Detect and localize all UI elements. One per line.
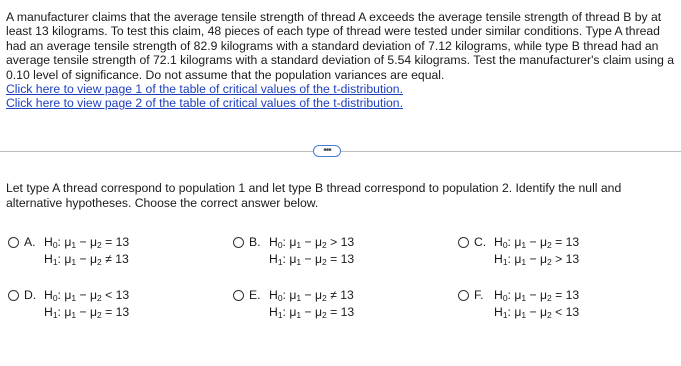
subscript: 2 [547, 310, 552, 320]
hypothesis-part: H [269, 252, 278, 266]
radio-button[interactable] [458, 237, 469, 248]
hypothesis-part: : [507, 305, 515, 319]
hypothesis-part: : [282, 252, 290, 266]
hypothesis-part: μ [539, 252, 548, 266]
option-letter: C. [474, 235, 487, 249]
hypothesis-part: : [507, 252, 515, 266]
hypothesis-part: μ [89, 235, 98, 249]
hypothesis-part: μ [289, 288, 297, 302]
subscript: 1 [521, 240, 527, 250]
subscript: 0 [277, 240, 283, 250]
subscript: 0 [277, 293, 283, 303]
hypothesis-part: μ [314, 235, 323, 249]
hypothesis-part: H [494, 235, 503, 249]
null-hypothesis [44, 288, 129, 303]
answer-option[interactable] [233, 235, 443, 271]
subscript: 2 [547, 257, 552, 267]
alternative-hypothesis [269, 252, 354, 267]
hypothesis-part: − [301, 288, 315, 302]
hypothesis-part: H [44, 235, 53, 249]
subscript: 1 [277, 310, 283, 320]
hypothesis-part: μ [314, 305, 323, 319]
hypothesis-part: − [526, 288, 540, 302]
hypothesis-part: < 13 [551, 305, 580, 319]
subscript: 0 [502, 240, 508, 250]
hypothesis-part: μ [89, 288, 98, 302]
subscript: 1 [502, 310, 508, 320]
hypothesis-part: : [57, 305, 65, 319]
t-table-page-2-link[interactable]: Click here to view page 2 of the table of critical values of the t-distribution. [6, 96, 403, 111]
subscript: 2 [97, 257, 102, 267]
hypothesis-part: − [526, 305, 540, 319]
subscript: 1 [296, 240, 302, 250]
answer-option[interactable] [233, 288, 443, 324]
hypothesis-part: H [44, 305, 53, 319]
hypothesis-part: μ [64, 235, 72, 249]
hypothesis-part: H [44, 252, 53, 266]
hypothesis-part: − [301, 305, 315, 319]
hypothesis-part: H [494, 288, 503, 302]
hypothesis-part: − [76, 288, 90, 302]
hypothesis-part: ≠ 13 [101, 252, 129, 266]
subscript: 1 [521, 310, 527, 320]
hypothesis-part: μ [314, 252, 323, 266]
hypothesis-part: = 13 [551, 288, 580, 302]
hypothesis-part: : [57, 252, 65, 266]
hypothesis-part: μ [89, 305, 98, 319]
subscript: 1 [52, 257, 58, 267]
hypothesis-part: H [494, 252, 503, 266]
answer-option[interactable] [458, 235, 668, 271]
hypothesis-part: < 13 [101, 288, 130, 302]
option-letter: F. [474, 288, 484, 302]
radio-button[interactable] [8, 237, 19, 248]
subscript: 0 [52, 240, 58, 250]
hypothesis-part: μ [514, 288, 522, 302]
alternative-hypothesis [269, 305, 354, 320]
null-hypothesis [269, 288, 354, 303]
hypothesis-part: : [282, 235, 290, 249]
subscript: 2 [97, 240, 102, 250]
option-letter: B. [249, 235, 261, 249]
problem-statement [6, 10, 676, 111]
hypothesis-part: H [44, 288, 53, 302]
radio-button[interactable] [233, 237, 244, 248]
option-letter: A. [24, 235, 36, 249]
subscript: 1 [521, 293, 527, 303]
hypothesis-part: H [269, 235, 278, 249]
hypothesis-part: = 13 [326, 305, 355, 319]
subscript: 1 [296, 293, 302, 303]
subscript: 2 [322, 310, 327, 320]
radio-button[interactable] [8, 290, 19, 301]
answer-option[interactable] [8, 288, 218, 324]
subscript: 2 [547, 240, 552, 250]
subscript: 2 [322, 240, 327, 250]
hypothesis-part: − [526, 235, 540, 249]
option-letter: D. [24, 288, 37, 302]
null-hypothesis [269, 235, 354, 250]
hypothesis-part: = 13 [326, 252, 355, 266]
alternative-hypothesis [494, 252, 579, 267]
hypothesis-part: μ [539, 235, 548, 249]
hypothesis-part: − [301, 252, 315, 266]
hypothesis-part: : [57, 235, 65, 249]
subscript: 2 [322, 293, 327, 303]
hypothesis-part: μ [64, 305, 72, 319]
radio-button[interactable] [458, 290, 469, 301]
alternative-hypothesis [44, 305, 129, 320]
hypothesis-part: : [507, 288, 515, 302]
hypothesis-part: > 13 [551, 252, 580, 266]
subscript: 2 [547, 293, 552, 303]
hypothesis-part: H [269, 288, 278, 302]
alternative-hypothesis [494, 305, 579, 320]
hypothesis-part: : [282, 305, 290, 319]
subscript: 2 [97, 310, 102, 320]
subscript: 1 [296, 257, 302, 267]
radio-button[interactable] [233, 290, 244, 301]
option-letter: E. [249, 288, 261, 302]
hypothesis-part: = 13 [551, 235, 580, 249]
t-table-page-1-link[interactable]: Click here to view page 1 of the table of critical values of the t-distribution. [6, 82, 403, 97]
hypothesis-part: μ [514, 235, 522, 249]
answer-option[interactable] [8, 235, 218, 271]
hypothesis-part: μ [289, 252, 297, 266]
subscript: 2 [322, 257, 327, 267]
hypothesis-part: − [526, 252, 540, 266]
subscript: 2 [97, 293, 102, 303]
subscript: 1 [71, 257, 77, 267]
hypothesis-part: − [301, 235, 315, 249]
subscript: 1 [52, 310, 58, 320]
hypothesis-part: : [507, 235, 515, 249]
hypothesis-part: > 13 [326, 235, 355, 249]
problem-text: A manufacturer claims that the average tensile strength of thread A exceeds the average tensile strength of thread B by at least 13 kilograms. To test this claim, 48 pieces of each type of thread were tested under similar conditions. Type A thread had an average tensile strength of 82.9 kilograms with a standard deviation of 7.12 kilograms, while type B thread had an average tensile strength of 72.1 kilograms with a standard deviation of 5.54 kilograms. Test the manufacturer's claim using a 0.10 level of significance. Do not assume that the population variances are equal. [6, 10, 675, 82]
subscript: 0 [502, 293, 508, 303]
null-hypothesis [494, 235, 579, 250]
hypothesis-part: ≠ 13 [326, 288, 354, 302]
subscript: 1 [71, 240, 77, 250]
hypothesis-part: − [76, 305, 90, 319]
subscript: 0 [52, 293, 58, 303]
subscript: 1 [502, 257, 508, 267]
subscript: 1 [277, 257, 283, 267]
hypothesis-part: : [57, 288, 65, 302]
subscript: 1 [296, 310, 302, 320]
answer-option[interactable] [458, 288, 668, 324]
hypothesis-part: μ [539, 288, 548, 302]
hypothesis-part: − [76, 235, 90, 249]
hypothesis-part: μ [64, 252, 72, 266]
hypothesis-part: μ [314, 288, 323, 302]
expand-more-button[interactable]: ••• [313, 145, 341, 157]
hypothesis-part: H [494, 305, 503, 319]
hypothesis-part: μ [289, 235, 297, 249]
hypothesis-part: μ [514, 305, 522, 319]
hypothesis-part: : [282, 288, 290, 302]
hypothesis-part: μ [64, 288, 72, 302]
hypothesis-part: μ [289, 305, 297, 319]
alternative-hypothesis [44, 252, 129, 267]
hypothesis-part: − [76, 252, 90, 266]
hypothesis-part: = 13 [101, 305, 130, 319]
hypothesis-part: μ [514, 252, 522, 266]
hypothesis-part: = 13 [101, 235, 130, 249]
hypothesis-part: H [269, 305, 278, 319]
hypothesis-part: μ [539, 305, 548, 319]
null-hypothesis [494, 288, 579, 303]
null-hypothesis [44, 235, 129, 250]
subscript: 1 [71, 310, 77, 320]
subscript: 1 [71, 293, 77, 303]
hypothesis-part: μ [89, 252, 98, 266]
question-instruction: Let type A thread correspond to population 1 and let type B thread correspond to population 2. Identify the null and alternative hypotheses. Choose the correct answer below. [6, 181, 622, 210]
subscript: 1 [521, 257, 527, 267]
